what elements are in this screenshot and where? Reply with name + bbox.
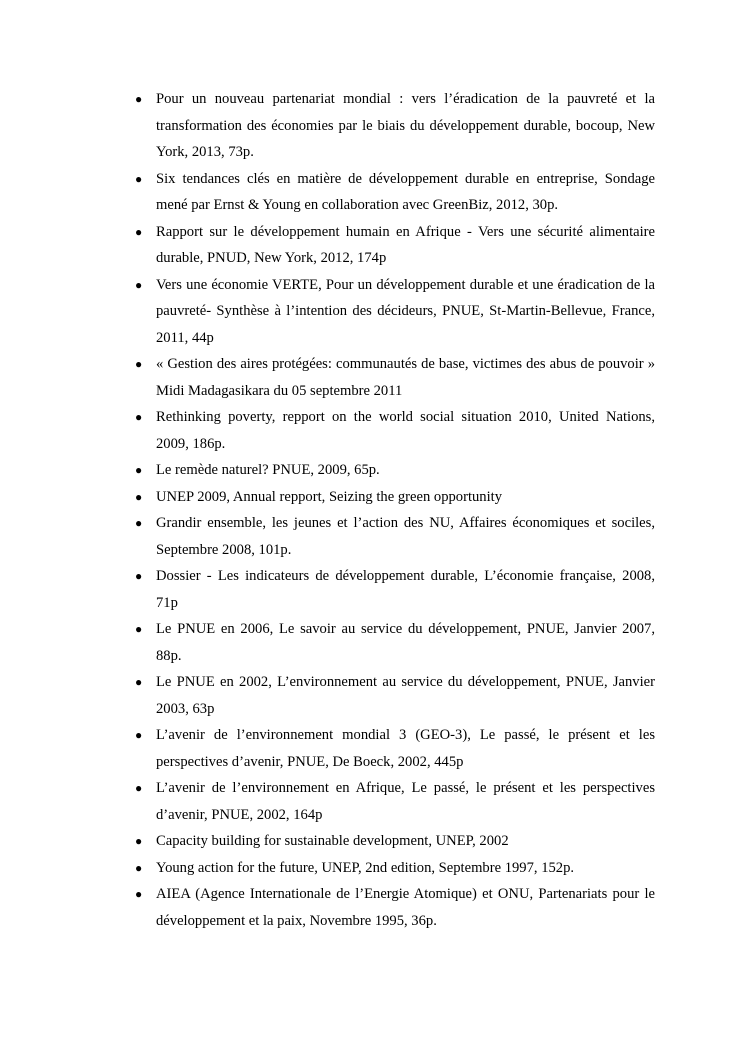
reference-text: Rapport sur le développement humain en Afrique - Vers une sécurité alimentaire durable, PNUD, New York, 2012, 174p	[156, 223, 655, 266]
bullet-icon: ●	[135, 887, 143, 901]
reference-text: Capacity building for sustainable development, UNEP, 2002	[156, 833, 509, 849]
list-item	[135, 219, 655, 272]
list-item	[135, 457, 655, 484]
list-item	[135, 484, 655, 511]
bullet-icon: ●	[135, 277, 143, 292]
bibliography-list	[135, 86, 655, 934]
list-item	[135, 669, 655, 722]
list-item	[135, 404, 655, 457]
list-item	[135, 351, 655, 404]
reference-text: Dossier - Les indicateurs de développement durable, L’économie française, 2008, 71p	[156, 568, 655, 611]
bullet-icon: ●	[135, 516, 143, 530]
bullet-icon: ●	[135, 92, 143, 106]
list-item	[135, 855, 655, 882]
list-item	[135, 86, 655, 166]
list-item	[135, 828, 655, 855]
reference-text: L’avenir de l’environnement en Afrique, Le passé, le présent et les perspectives d’avenir, PNUE, 2002, 164p	[156, 780, 655, 823]
reference-text: Le remède naturel? PNUE, 2009, 65p.	[156, 462, 380, 478]
reference-text: UNEP 2009, Annual repport, Seizing the green opportunity	[156, 488, 503, 505]
bullet-icon: ●	[135, 860, 143, 875]
reference-text: Pour un nouveau partenariat mondial : vers l’éradication de la pauvreté et la transformation des économies par le biais du développement durable, bocoup, New York, 2013, 73p.	[156, 91, 655, 160]
reference-text: AIEA (Agence Internationale de l’Energie Atomique) et ONU, Partenariats pour le développement et la paix, Novembre 1995, 36p.	[156, 886, 655, 929]
reference-text: Grandir ensemble, les jeunes et l’action des NU, Affaires économiques et sociles, Septembre 2008, 101p.	[156, 515, 655, 558]
bullet-icon: ●	[135, 489, 143, 504]
reference-text: Six tendances clés en matière de développement durable en entreprise, Sondage mené par Ernst & Young en collaboration avec GreenBiz, 2012, 30p.	[156, 170, 655, 213]
list-item	[135, 510, 655, 563]
list-item	[135, 881, 655, 934]
bullet-icon: ●	[135, 224, 143, 239]
list-item	[135, 563, 655, 616]
list-item	[135, 272, 655, 352]
list-item	[135, 722, 655, 775]
bullet-icon: ●	[135, 357, 143, 371]
bullet-icon: ●	[135, 569, 143, 583]
bullet-icon: ●	[135, 171, 143, 186]
list-item	[135, 166, 655, 219]
list-item	[135, 775, 655, 828]
bullet-icon: ●	[135, 463, 143, 477]
bullet-icon: ●	[135, 781, 143, 795]
reference-text: Rethinking poverty, repport on the world social situation 2010, United Nations, 2009, 186p.	[156, 409, 655, 452]
bullet-icon: ●	[135, 675, 143, 689]
bullet-icon: ●	[135, 728, 143, 742]
reference-text: Vers une économie VERTE, Pour un développement durable et une éradication de la pauvreté- Synthèse à l’intention des décideurs, PNUE, St-Martin-Bellevue, France, 2011, 44p	[156, 276, 655, 346]
bullet-icon: ●	[135, 410, 143, 424]
bullet-icon: ●	[135, 622, 143, 636]
reference-text: Young action for the future, UNEP, 2nd edition, Septembre 1997, 152p.	[156, 859, 575, 876]
reference-text: L’avenir de l’environnement mondial 3 (GEO-3), Le passé, le présent et les perspectives d’avenir, PNUE, De Boeck, 2002, 445p	[156, 727, 655, 770]
reference-text: Le PNUE en 2006, Le savoir au service du développement, PNUE, Janvier 2007, 88p.	[156, 621, 655, 664]
reference-text: « Gestion des aires protégées: communautés de base, victimes des abus de pouvoir » Midi Madagasikara du 05 septembre 2011	[156, 356, 655, 399]
reference-text: Le PNUE en 2002, L’environnement au service du développement, PNUE, Janvier 2003, 63p	[156, 674, 655, 717]
bullet-icon: ●	[135, 834, 143, 848]
list-item	[135, 616, 655, 669]
